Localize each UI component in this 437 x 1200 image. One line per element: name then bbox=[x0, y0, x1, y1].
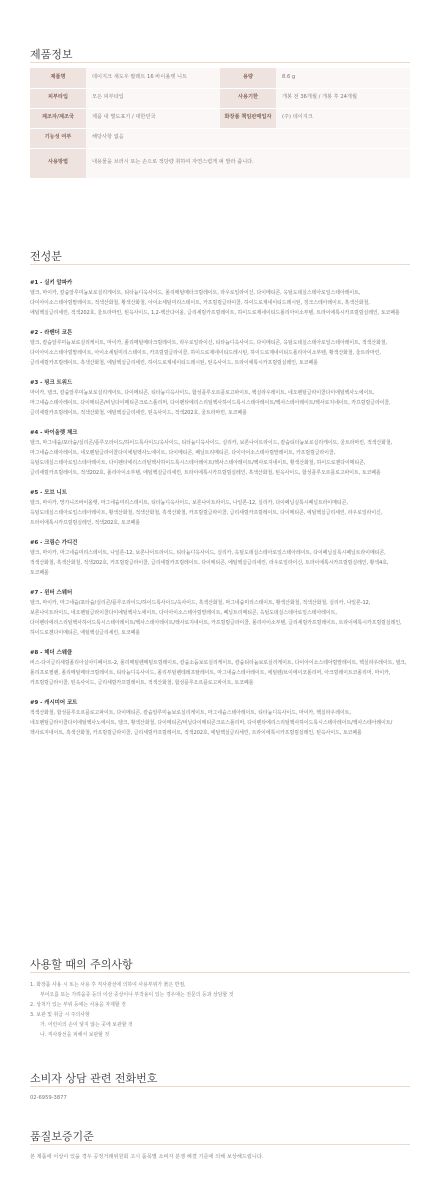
quality-divider bbox=[30, 1144, 410, 1145]
info-row-skin bbox=[30, 88, 410, 108]
ingredient-text: 마이카, 탤크, 칼슘알루미늄보로실리케이트, 다이메티콘, 티타늄디옥사이드, 합성플루오르플로고파이트, 헥실라우레이트, 네오펜틸글라이콜다이에틸헥사노에이트, 마그네슘스테아레이트, 다이메티콘/비닐다이메티콘크로스폴리머, 다이펜타에리스리틸헥사하이드록시스테아레이트/헥사스테아레이트/헥사로지네이트, 카프릴릴글라이콜, 글리세릴카프릴레이트, 적색산화철, 에틸헥실글리세린, 틴옥사이드, 적색202호, 울트라마린, 토코페롤 bbox=[30, 390, 391, 416]
ingredient-shade-name: #6 - 크림슨 가디건 bbox=[30, 540, 78, 546]
ingredient-group bbox=[30, 538, 408, 578]
ingredient-text: 적색산화철, 합성플루오르플로고파이트, 다이메티콘, 칼슘알루미늄보로실리케이트, 마그네슘스테아레이트, 티타늄디옥사이드, 마이카, 헥실라우레이트, 네오펜틸글라이콜다이에틸헥사노에이트, 탤크, 황색산화철, 다이메티콘/비닐다이메티콘크로스폴리머, 다이펜타에리스리틸헥사하이드록시스테아레이트/헥사스테아레이트/헥사로지네이트, 흑색산화철, 카프릴릴글라이콜, 글리세릴카프릴레이트, 적색202호, 에틸헥실글리세린, 트라이에톡시카프릴릴실레인, 틴옥사이드, 토코페롤 bbox=[30, 710, 393, 736]
ingredient-shade-name: #5 - 모브 니트 bbox=[30, 490, 67, 496]
ingredients-divider bbox=[30, 264, 410, 265]
caution-item: 1. 화장품 사용 시 또는 사용 후 직사광선에 의하여 사용부위가 붉은 반점, bbox=[30, 982, 186, 988]
quality-title: 품질보증기준 bbox=[30, 1130, 94, 1143]
ingredient-group bbox=[30, 278, 408, 318]
consumer-title: 소비자 상담 관련 전화번호 bbox=[30, 1072, 158, 1085]
ingredients-list bbox=[30, 278, 408, 748]
caution-item: 가. 어린이의 손이 닿지 않는 곳에 보관할 것 bbox=[40, 1022, 133, 1028]
info-row-usage bbox=[30, 148, 410, 178]
ingredient-shade-name: #4 - 바이올렛 체크 bbox=[30, 430, 78, 436]
product-info-title: 제품정보 bbox=[30, 48, 73, 61]
label-functional: 기능성 여부 bbox=[30, 128, 86, 148]
label-usage: 사용방법 bbox=[30, 148, 86, 178]
ingredient-text: 탤크, 마이카, 망가니즈바이올렛, 마그네슘미리스테이트, 티타늄디옥사이드, 보론나이트라이드, 나일론-12, 실리카, 다이페닐실록시페닐트라이메티콘, 옥틸도데실스테아로일스테아레이트, 황색산화철, 적색산화철, 흑색산화철, 카프릴릴글라이콜, 글리세릴카프릴레이트, 다이메티콘, 에틸헥실글리세린, 라우로일라이신, 트라이에톡시카프릴릴실레인, 적색202호, 토코페롤 bbox=[30, 500, 383, 526]
info-row-functional bbox=[30, 128, 410, 148]
ingredient-group bbox=[30, 378, 408, 418]
label-manufacturer: 제조자/제조국 bbox=[30, 108, 86, 128]
value-product-name: 데이지크 섀도우 팔레트 16 바이올렛 니트 bbox=[86, 68, 220, 88]
label-expiry: 사용기한 bbox=[220, 88, 276, 108]
value-functional: 해당사항 없음 bbox=[86, 128, 410, 148]
ingredient-text: 비스-다이글리세릴폴리아실아디페이트-2, 폴리메틸렌메틸트릴레이트, 칼슘소듐보로실리케이트, 칼슘티타늄보로실리케이트, 다이아이소스테아릴말레이트, 헥실라우레이트, 탤크, 폴리프로필렌, 폴리메틸메타크릴레이트, 티타늄디옥사이드, 폴리부틸렌테레프탈레이트, 마그네슘스테아레이트, 에틸렌/브이에이코폴리머, 아크릴레이트코폴리머, 마이카, 카프릴릴글라이콜, 틴옥사이드, 글리세릴카프릴레이트, 적색산화철, 합성플루오르플로고파이트, 토코페롤 bbox=[30, 660, 407, 686]
caution-item: 3. 보관 및 취급 시 주의사항 bbox=[30, 1012, 90, 1018]
ingredients-title: 전성분 bbox=[30, 250, 62, 263]
ingredient-shade-name: #8 - 헤더 스웨클 bbox=[30, 650, 73, 656]
ingredient-shade-name: #1 - 실키 알파카 bbox=[30, 280, 73, 286]
ingredient-group bbox=[30, 328, 408, 368]
label-skin-type: 피부타입 bbox=[30, 88, 86, 108]
ingredient-shade-name: #2 - 라벤더 코튼 bbox=[30, 330, 73, 336]
ingredient-group bbox=[30, 648, 408, 688]
ingredient-shade-name: #3 - 핑크 트위드 bbox=[30, 380, 73, 386]
ingredient-group bbox=[30, 588, 408, 638]
label-volume: 용량 bbox=[220, 68, 276, 88]
ingredient-group bbox=[30, 488, 408, 528]
label-seller: 화장품 책임판매업자 bbox=[220, 108, 276, 128]
ingredient-group bbox=[30, 428, 408, 478]
ingredient-text: 탤크, 마이카, 마그네슘미리스테이트, 나일론-12, 보론나이트라이드, 티타늄디옥사이드, 실리카, 옥틸도데실스테아로일스테아레이트, 다이페닐실록시페닐트라이메티콘, 적색산화철, 흑색산화철, 적색202호, 카프릴릴글라이콜, 글리세릴카프릴레이트, 다이메티콘, 에틸헥실글리세린, 라우로일라이신, 트라이에톡시카프릴릴실레인, 황색4호, 토코페롤 bbox=[30, 550, 389, 576]
value-skin-type: 모든 피부타입 bbox=[86, 88, 220, 108]
consumer-divider bbox=[30, 1086, 410, 1087]
value-manufacturer: 제품 내 별도표기 / 대한민국 bbox=[86, 108, 220, 128]
product-info-divider bbox=[30, 62, 410, 63]
caution-item: 부어오름 또는 가려움증 등의 이상 증상이나 부작용이 있는 경우에는 전문의 등과 상담할 것 bbox=[40, 992, 234, 998]
ingredient-group bbox=[30, 698, 408, 738]
ingredient-text: 탤크, 마이카, 마그네슘/포타슘/실리콘/플루오라이드/하이드록사이드/옥사이드, 흑색산화철, 마그네슘미리스테이트, 황색산화철, 적색산화철, 실리카, 나일론-12, 보론나이트라이드, 네오펜틸글라이콜다이에틸헥사노에이트, 다이아이소스테아릴말레이트, 페닐트리메티콘, 옥틸도데실스테아로일스테아레이트, 다이펜타에리스리틸헥사하이드록시스테아레이트/헥사스테아레이트/헥사로지네이트, 카프릴릴글라이콜, 폴리아이소부텐, 글리세릴카프릴레이트, 트라이에톡시카프릴릴실레인, 하이드로젠다이메티콘, 에틸헥실글리세린, 토코페롤 bbox=[30, 600, 402, 636]
caution-title: 사용할 때의 주의사항 bbox=[30, 958, 133, 971]
value-seller: (주) 데이지크 bbox=[276, 108, 410, 128]
info-row-name bbox=[30, 68, 410, 88]
caution-list bbox=[30, 980, 410, 1040]
ingredient-text: 탤크, 마그네슘/포타슘/실리콘/플루오라이드/하이드록사이드/옥사이드, 티타늄디옥사이드, 실리카, 보론나이트라이드, 칼슘티타늄보로실리케이트, 울트라마린, 적색산화철, 마그네슘스테아레이트, 네오펜틸글라이콜다이에틸헥사노에이트, 다이메티콘, 페닐트리메티콘, 다이아이소스테아릴말레이트, 카프릴릴글라이콜, 옥틸도데실스테아로일스테아레이트, 다이펜타에리스리틸헥사하이드록시스테아레이트/헥사스테아레이트/헥사로지네이트, 황색산화철, 하이드로젠다이메티콘, 글리세릴카프릴레이트, 적색202호, 폴리아이소부텐, 에틸헥실글리세린, 트라이에톡시카프릴릴실레인, 흑색산화철, 틴옥사이드, 합성플루오르플로고파이트, 토코페롤 bbox=[30, 440, 393, 476]
consumer-phone: 02-6959-3877 bbox=[30, 1095, 67, 1101]
product-info-table bbox=[30, 68, 410, 179]
value-expiry: 개봉 전 36개월 / 개봉 후 24개월 bbox=[276, 88, 410, 108]
caution-item: 2. 상처가 있는 부위 등에는 사용을 자제할 것 bbox=[30, 1002, 126, 1008]
ingredient-text: 탤크, 칼슘알루미늄보로실리케이트, 마이카, 폴리메틸메타크릴레이트, 라우로일라이신, 티타늄디옥사이드, 다이메티콘, 옥틸도데실스테아로일스테아레이트, 적색산화철, 다이아이소스테아릴말레이트, 아이소세틸미리스테이트, 카프릴릴글라이콜, 하이드로제네이티드레시틴, 하이드로제네이티드폴리아이소부텐, 황색산화철, 울트라마린, 글리세릴카프릴레이트, 흑색산화철, 에틸헥실글리세린, 하이드로제네이티드레시틴, 틴옥사이드, 트라이에톡시카프릴릴실레인, 토코페롤 bbox=[30, 340, 388, 366]
value-volume: 8.6 g bbox=[276, 68, 410, 88]
ingredient-text: 탤크, 마이카, 칼슘알루미늄보로실리케이트, 티타늄디옥사이드, 폴리메틸메타크릴레이트, 라우로일라이신, 다이메티콘, 옥틸도데실스테아로일스테아레이트, 다이아이소스테아릴말레이트, 적색산화철, 황색산화철, 아이소세틸미리스테이트, 카프릴릴글라이콜, 하이드로제네이티드레시틴, 징크스테아레이트, 흑색산화철, 에틸헥실글리세린, 적색202호, 울트라마린, 틴옥사이드, 1,2-헥산다이올, 글리세릴카프릴레이트, 하이드로제네이티드폴리아이소부텐, 트라이에톡시카프릴릴실레인, 토코페롤 bbox=[30, 290, 400, 316]
caution-item: 나. 직사광선을 피해서 보관할 것 bbox=[40, 1032, 110, 1038]
ingredient-shade-name: #9 - 캐시미어 코트 bbox=[30, 700, 78, 706]
quality-text: 본 제품에 이상이 있을 경우 공정거래위원회 고시 품목별 소비자 분쟁 해결 기준에 의해 보상해드립니다. bbox=[30, 1154, 264, 1160]
caution-divider bbox=[30, 972, 410, 973]
ingredient-shade-name: #7 - 윈터 스웨터 bbox=[30, 590, 73, 596]
value-usage: 내용물을 브러시 또는 손으로 적당량 취하여 자연스럽게 펴 발라 줍니다. bbox=[86, 148, 410, 178]
info-row-manufacturer bbox=[30, 108, 410, 128]
label-product-name: 제품명 bbox=[30, 68, 86, 88]
